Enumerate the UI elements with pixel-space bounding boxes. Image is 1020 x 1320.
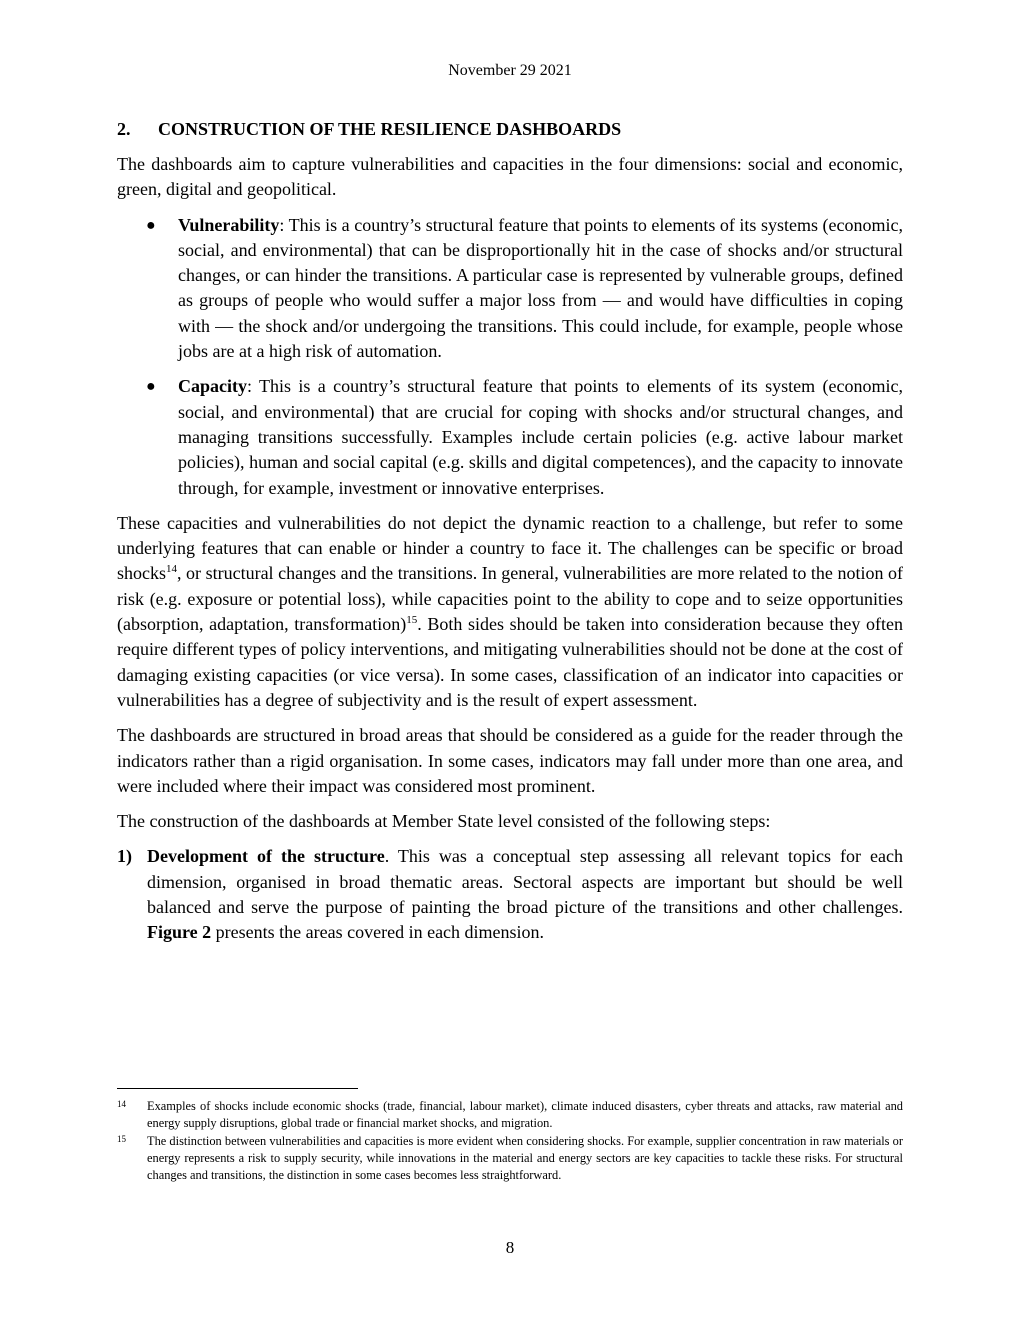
main-content <box>117 117 903 946</box>
steps-list <box>117 844 903 945</box>
section-number: 2. <box>117 119 131 139</box>
text-run: , or structural changes and the transitions. In general, vulnerabilities are more related to the notion of risk (e.g. exposure or potential loss), while capacities point to the ability to cope and to seize opportunities (absorption, adaptation, transformation) <box>117 563 903 635</box>
step-text: . This was a conceptual step assessing all relevant topics for each dimension, organised in broad thematic areas. Sectoral aspects are important but should be well balanced and serve the purpose of painting the broad picture of the transitions and other challenges. <box>147 846 903 918</box>
step-number: 1) <box>117 846 132 867</box>
section-title: CONSTRUCTION OF THE RESILIENCE DASHBOARDS <box>158 119 622 139</box>
step-term: Development of the structure <box>147 846 385 867</box>
footnote <box>117 1133 903 1184</box>
definition-list <box>117 213 903 501</box>
bullet-icon: ● <box>146 216 156 234</box>
footnote <box>117 1098 903 1132</box>
header-date: November 29 2021 <box>448 62 572 79</box>
footnote-separator <box>117 1088 358 1089</box>
figure-reference: Figure 2 <box>147 922 212 943</box>
footnote-number: 15 <box>117 1134 126 1144</box>
footnote-text: Examples of shocks include economic shocks (trade, financial, labour market), climate induced disasters, cyber threats and attacks, raw material and energy supply disruptions, global trade or financial market shocks, and migration. <box>147 1099 903 1130</box>
intro-paragraph: The dashboards aim to capture vulnerabilities and capacities in the four dimensions: social and economic, green, digital and geopolitical. <box>117 154 903 200</box>
text-run: These capacities and vulnerabilities do not depict the dynamic reaction to a challenge, but refer to some underlying features that can enable or hinder a country to face it. The challenges can be specific or broad shocks <box>117 512 903 584</box>
body-paragraph: The construction of the dashboards at Member State level consisted of the following steps: <box>117 811 771 832</box>
footnote-ref[interactable]: 15 <box>406 614 418 627</box>
list-item <box>117 213 903 365</box>
definition-text: : This is a country’s structural feature that points to elements of its system (economic, social, and environmental) that are crucial for coping with shocks and/or structural changes, and managing transitions successfully. Examples include certain policies (e.g. active labour market policies), human and social capital (e.g. skills and digital competences), and the capacity to innovate through, for example, investment or innovative enterprises. <box>178 376 903 498</box>
footnotes <box>117 1098 903 1185</box>
body-paragraph: The dashboards are structured in broad areas that should be considered as a guide for the reader through the indicators rather than a rigid organisation. In some cases, indicators may fall under more than one area, and were included where their impact was considered most prominent. <box>117 725 903 796</box>
bullet-icon: ● <box>146 378 156 396</box>
footnote-number: 14 <box>117 1099 126 1109</box>
section-heading <box>117 117 903 142</box>
page-number: 8 <box>505 1238 515 1257</box>
footnote-text: The distinction between vulnerabilities and capacities is more evident when considering shocks. For example, supplier concentration in raw materials or energy represents a risk to supply security, while innovations in the material and energy sectors are key capacities to tackle these risks. For structural changes and transitions, the distinction in some cases becomes less straightforward. <box>147 1134 903 1182</box>
definition-text: : This is a country’s structural feature that points to elements of its systems (economic, social, and environmental) that can be disproportionally hit in the case of shocks and/or structural changes, or can hinder the transitions. A particular case is represented by vulnerable groups, defined as groups of people who would suffer a major loss from — and would have difficulties in coping with — the shock and/or undergoing the transitions. This could include, for example, people whose jobs are at a high risk of automation. <box>178 214 903 362</box>
list-item <box>117 374 903 500</box>
text-run: . Both sides should be taken into consideration because they often require different types of policy interventions, and mitigating vulnerabilities should not be done at the cost of damaging existing capacities (or vice versa). In some cases, classification of an indicator into capacities or vulnerabilities has a degree of subjectivity and is the result of expert assessment. <box>117 614 903 710</box>
step-text-tail: presents the areas covered in each dimension. <box>211 922 545 943</box>
definition-term: Vulnerability <box>178 214 280 235</box>
definition-term: Capacity <box>178 376 247 397</box>
list-item <box>117 844 903 945</box>
body-paragraph <box>117 511 903 713</box>
footnote-ref[interactable]: 14 <box>166 563 177 576</box>
